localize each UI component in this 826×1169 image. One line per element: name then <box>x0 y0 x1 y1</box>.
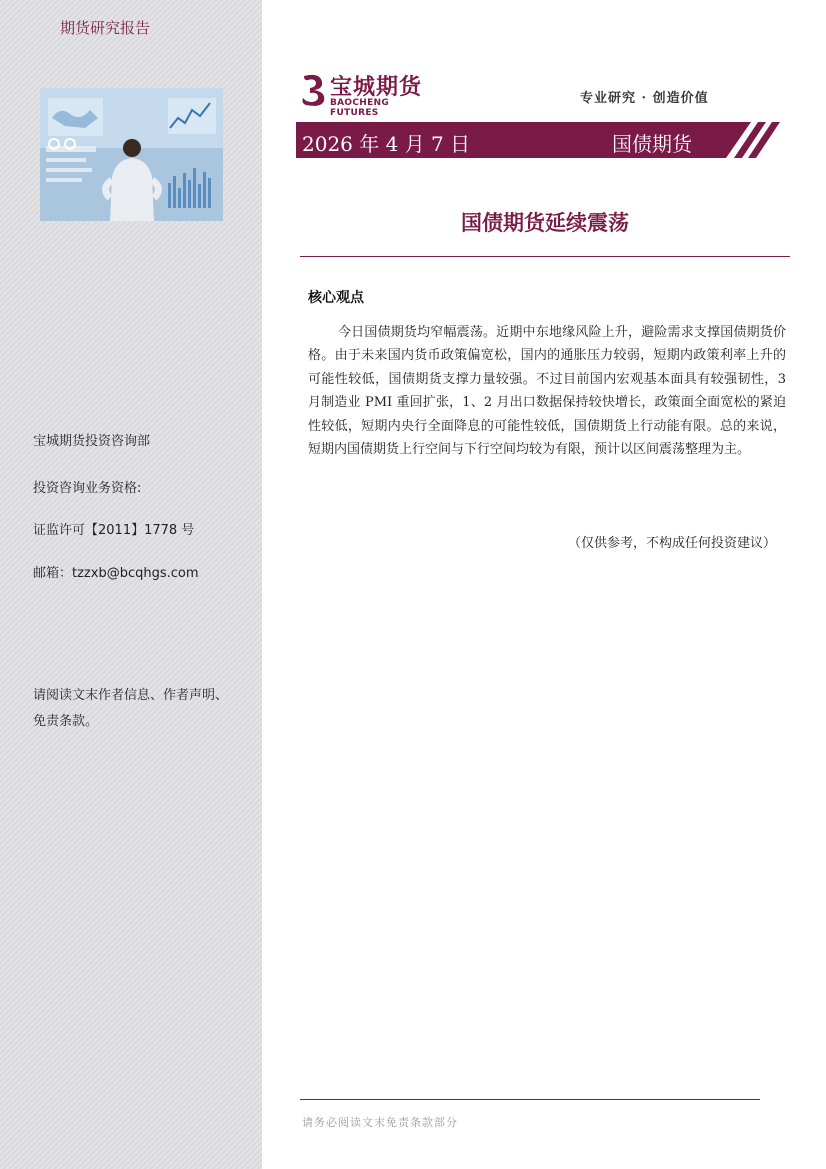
section-heading: 核心观点 <box>308 290 364 306</box>
brand-name-en: BAOCHENG FUTURES <box>330 98 390 118</box>
report-category: 国债期货 <box>612 132 692 156</box>
qualification-label: 投资咨询业务资格: <box>33 481 142 496</box>
brand-slogan: 专业研究 · 创造价值 <box>580 91 709 106</box>
contact-email: 邮箱：tzzxb@bcqhgs.com <box>33 566 199 581</box>
company-logo <box>298 70 438 118</box>
date-banner <box>296 122 786 158</box>
report-title: 国债期货延续震荡 <box>461 211 629 235</box>
disclaimer-note: （仅供参考，不构成任何投资建议） <box>567 536 776 551</box>
department-name: 宝城期货投资咨询部 <box>33 434 151 449</box>
baocheng-logo-icon <box>298 72 330 108</box>
sidebar-header: 期货研究报告 <box>60 19 151 37</box>
reading-notice: 请阅读文末作者信息、作者声明、免责条款。 <box>33 688 229 729</box>
title-divider <box>300 256 790 257</box>
footer-text: 请务必阅读文末免责条款部分 <box>302 1116 458 1129</box>
report-date: 2026 年 4 月 7 日 <box>302 132 471 156</box>
brand-name-cn: 宝城期货 <box>330 74 423 100</box>
sidebar <box>0 0 262 1169</box>
license-number: 证监许可【2011】1778 号 <box>33 523 195 538</box>
cover-image <box>40 88 223 221</box>
footer-divider <box>300 1099 760 1100</box>
core-view-paragraph: 今日国债期货均窄幅震荡。近期中东地缘风险上升，避险需求支撑国债期货价格。由于未来国内货币政策偏宽松，国内的通胀压力较弱，短期内政策利率上升的可能性较低，国债期货支撑力量较强。不过目前国内宏观基本面具有较强韧性，3 月制造业 PMI 重回扩张，1、2 月出口数据保持较快增长，政策面全面宽松的紧迫性较低，短期内央行全面降息的可能性较低，国债期货上行动能有限。总的来说，短期内国债期货上行空间与下行空间均较为有限，预计以区间震荡整理为主。 <box>308 325 786 458</box>
